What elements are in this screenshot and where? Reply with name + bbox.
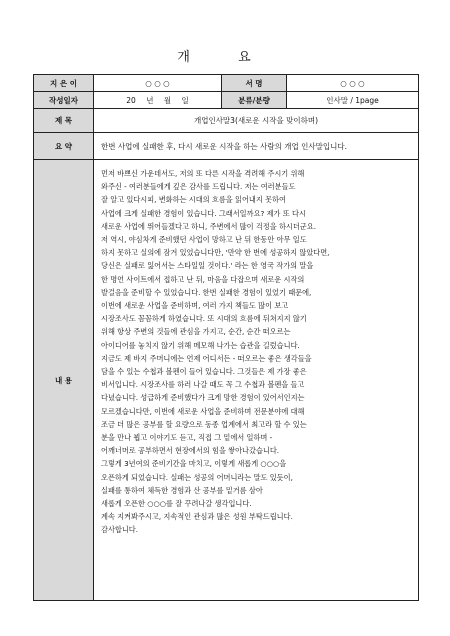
content-line: 조금 더 많은 공부를 할 요량으로 동종 업계에서 최고라 할 수 있는 xyxy=(101,419,307,429)
content-line: 실패를 통하여 체득한 경험과 산 공부를 밑거름 삼아 xyxy=(101,485,263,495)
subject-label: 제 목 xyxy=(34,109,94,133)
page-title: 개 요 xyxy=(177,50,273,65)
content-line: 사업에 크게 실패한 경험이 있습니다. 그래서일까요? 제가 또 다시 xyxy=(101,208,306,218)
summary-label: 요 약 xyxy=(34,133,94,160)
content-line: 어깨너머로 공부하면서 현장에서의 힘을 쌓아나갔습니다. xyxy=(101,446,280,456)
content-line: 발걸음을 준비할 수 있었습니다. 한번 실패한 경험이 있었기 때문에, xyxy=(101,287,312,297)
content-line: 감사합니다. xyxy=(101,525,139,535)
content-line: 하지 못하고 실의에 잠겨 있었습니다만, '만약 한 번에 성공하지 않았다면, xyxy=(101,248,330,258)
content-line: 모르겠습니다만, 이번에 새로운 사업을 준비하며 전문분야에 대해 xyxy=(101,406,305,416)
content-line: 이번에 새로운 사업을 준비하며, 여러 가지 책들도 많이 보고 xyxy=(101,301,289,311)
content-line: 잘 알고 있다시피, 변화하는 시대의 흐름을 읽어내지 못하여 xyxy=(101,195,286,205)
content-line: 다녔습니다. 성급하게 준비했다가 크게 망한 경험이 있어서인지는 xyxy=(101,393,305,403)
content-line: 오픈하게 되었습니다. 실패는 성공의 어머니라는 말도 있듯이, xyxy=(101,472,293,482)
content-line: 아이디어를 놓치지 않기 위해 메모해 나가는 습관을 길렀습니다. xyxy=(101,340,300,350)
date-label: 작성일자 xyxy=(34,92,94,109)
signature-value: ○ ○ ○ xyxy=(287,75,419,92)
author-value: ○ ○ ○ xyxy=(94,75,222,92)
summary-value: 한번 사업에 실패한 후, 다시 새로운 시작을 하는 사람의 개업 인사말입니다. xyxy=(94,133,419,160)
content-line: 먼저 바쁘신 가운데서도, 저의 또 다른 시작을 격려해 주시기 위해 xyxy=(101,169,305,178)
content-text xyxy=(101,167,412,537)
content-line: 새로운 사업에 뛰어들겠다고 하니, 주변에서 많이 걱정을 하시더군요. xyxy=(101,221,316,231)
date-value: 20 년 월 일 xyxy=(94,92,222,109)
content-label: 내 용 xyxy=(34,160,94,601)
content-line: 와주신 - 여러분들에게 깊은 감사를 드립니다. 저는 여러분들도 xyxy=(101,182,296,192)
overview-form xyxy=(33,74,419,601)
content-line: 비서입니다. 시장조사를 하러 나갈 때도 꼭 그 수첩과 볼펜을 들고 xyxy=(101,380,305,390)
category-label: 분류/분량 xyxy=(222,92,287,109)
content-line: 지금도 제 바지 주머니에는 언제 어디서든 - 떠오르는 좋은 생각들을 xyxy=(101,353,312,363)
content-line: 한 명언 사이트에서 접하고 난 뒤, 마음을 다잡으며 새로운 시작의 xyxy=(101,274,305,284)
content-body xyxy=(94,160,419,601)
content-line: 계속 지켜봐주시고, 지속적인 관심과 많은 성원 부탁드립니다. xyxy=(101,512,293,522)
content-line: 위해 항상 주변의 것들에 관심을 가지고, 순간, 순간 떠오르는 xyxy=(101,327,291,337)
content-line: 담을 수 있는 수첩과 볼펜이 들어 있습니다. 그것들은 제 가장 좋은 xyxy=(101,367,307,377)
author-label: 지 은 이 xyxy=(34,75,94,92)
content-line: 분을 만나 뵙고 이야기도 듣고, 직접 그 밑에서 일하며 - xyxy=(101,433,273,443)
content-line: 그렇게 3년여의 준비기간을 마치고, 이렇게 새롭게 ○○○을 xyxy=(101,459,287,469)
content-line: 저 역시, 야심차게 준비했던 사업이 망하고 난 뒤 한동안 아무 일도 xyxy=(101,235,307,245)
content-line: 시장조사도 꼼꼼하게 하였습니다. 또 시대의 흐름에 뒤쳐지지 않기 xyxy=(101,314,307,324)
signature-label: 서 명 xyxy=(222,75,287,92)
content-line: 당신은 실패로 잃어서는 스타일일 것이다.' 라는 한 영국 작가의 말을 xyxy=(101,261,314,271)
content-line: 새롭게 오픈한 ○○○를 잘 꾸려나갈 생각입니다. xyxy=(101,499,252,509)
category-value: 인사말 / 1page xyxy=(287,92,419,109)
subject-value: 개업인사말3(새로운 시작을 맞이하며) xyxy=(94,109,419,133)
